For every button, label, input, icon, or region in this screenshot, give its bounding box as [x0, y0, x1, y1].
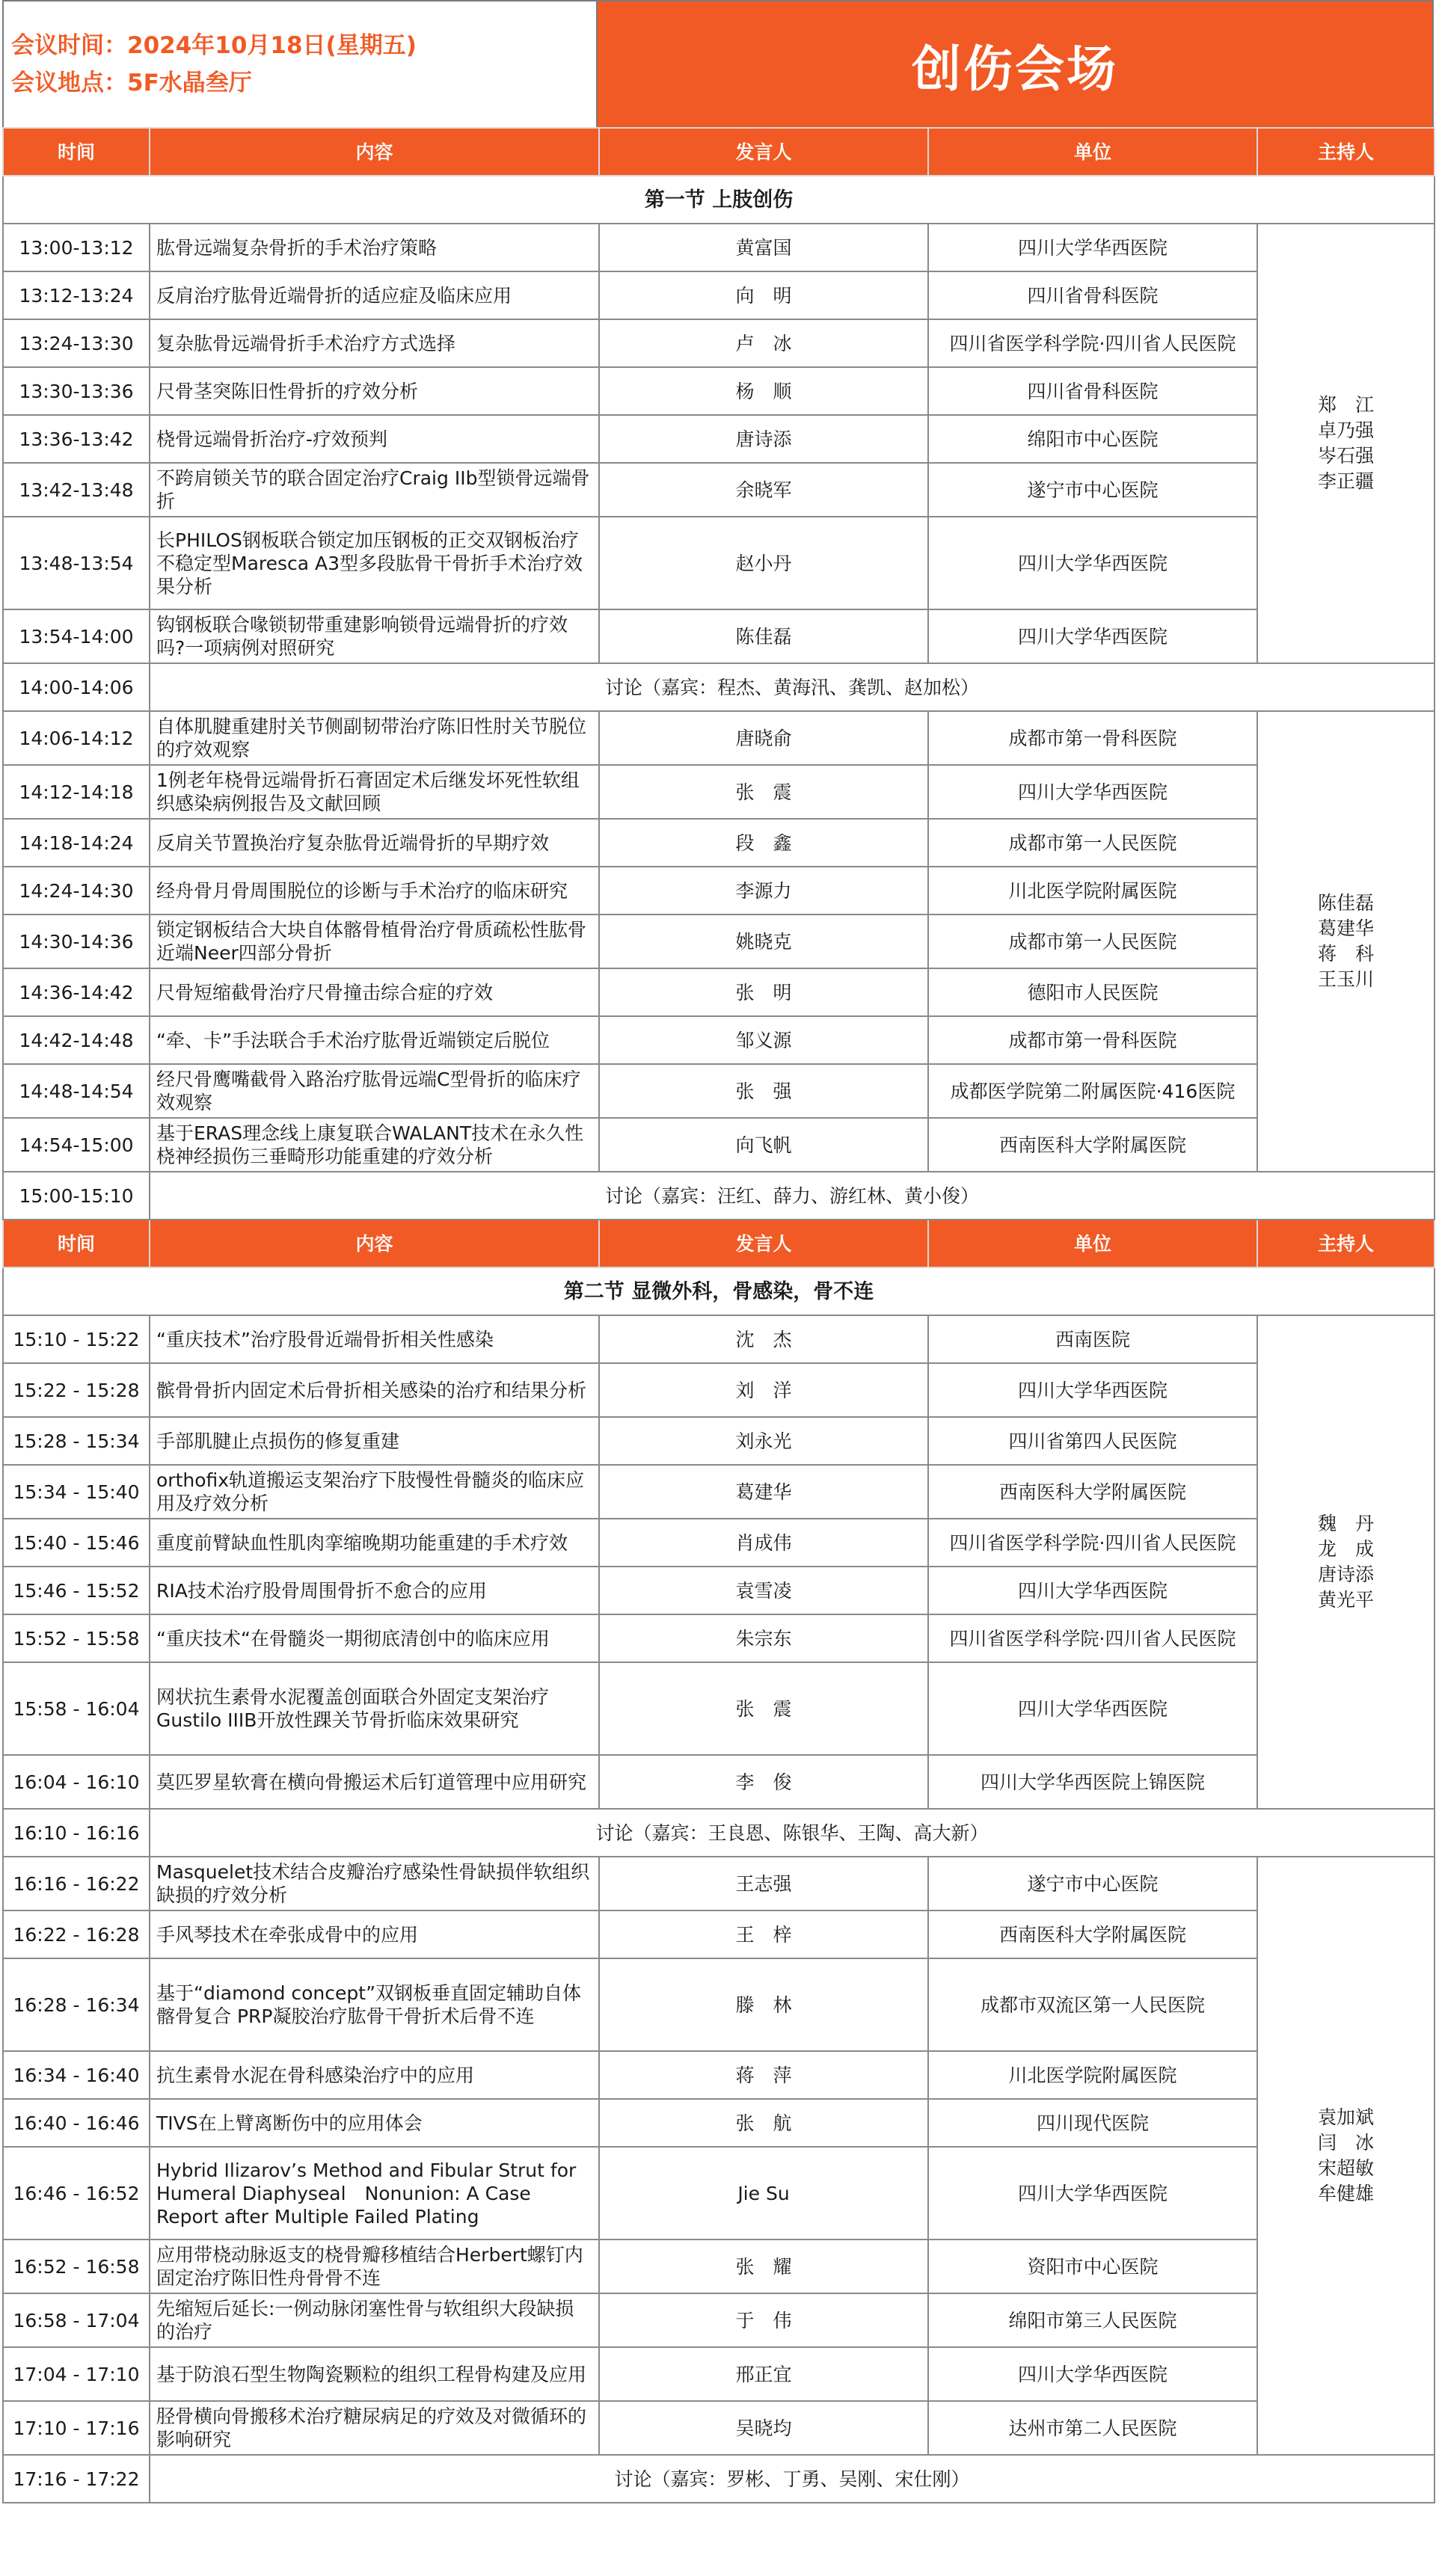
talk-time: 13:30-13:36: [3, 367, 150, 415]
talk-title: 锁定钢板结合大块自体髂骨植骨治疗骨质疏松性肱骨近端Neer四部分骨折: [150, 914, 599, 968]
talk-time: 15:28 - 15:34: [3, 1417, 150, 1465]
venue-title: 创伤会场: [598, 1, 1432, 127]
talk-row: [3, 1064, 1435, 1118]
column-header-content: 内容: [150, 128, 599, 176]
talk-row: [3, 2347, 1435, 2401]
talk-row: [3, 271, 1435, 319]
host-name: 黄光平: [1317, 1589, 1374, 1611]
talk-unit: 四川大学华西医院上锦医院: [928, 1755, 1257, 1809]
talk-row: [3, 819, 1435, 867]
talk-speaker: 朱宗东: [599, 1614, 928, 1662]
talk-unit: 西南医科大学附属医院: [928, 1465, 1257, 1519]
section-title-row: [3, 176, 1435, 224]
talk-time: 16:34 - 16:40: [3, 2051, 150, 2099]
talk-title: 先缩短后延长:一例动脉闭塞性骨与软组织大段缺损的治疗: [150, 2293, 599, 2347]
talk-time: 16:16 - 16:22: [3, 1857, 150, 1911]
talk-speaker: 滕 林: [599, 1958, 928, 2051]
discussion-text: 讨论（嘉宾：汪红、薛力、游红林、黄小俊）: [150, 1172, 1435, 1220]
talk-speaker: 赵小丹: [599, 517, 928, 609]
talk-time: 15:46 - 15:52: [3, 1567, 150, 1614]
talk-title: 网状抗生素骨水泥覆盖创面联合外固定支架治疗Gustilo IIIB开放性踝关节骨折临床效果研究: [150, 1662, 599, 1755]
talk-row: [3, 367, 1435, 415]
host-name: 唐诗添: [1317, 1564, 1374, 1585]
talk-row: [3, 1016, 1435, 1064]
agenda-page: [2, 0, 1434, 2572]
column-header-unit: 单位: [928, 128, 1257, 176]
talk-title: 反肩关节置换治疗复杂肱骨近端骨折的早期疗效: [150, 819, 599, 867]
host-name: 陈佳磊: [1317, 892, 1374, 914]
talk-speaker: 吴晓均: [599, 2401, 928, 2455]
talk-row: [3, 1519, 1435, 1567]
talk-time: 14:18-14:24: [3, 819, 150, 867]
talk-speaker: 向 明: [599, 271, 928, 319]
talk-title: 经尺骨鹰嘴截骨入路治疗肱骨远端C型骨折的临床疗效观察: [150, 1064, 599, 1118]
schedule-table: [2, 127, 1435, 2503]
host-name: 袁加斌: [1317, 2106, 1374, 2128]
talk-unit: 四川大学华西医院: [928, 1363, 1257, 1417]
talk-row: [3, 2099, 1435, 2147]
talk-row: [3, 319, 1435, 367]
talk-speaker: 王 梓: [599, 1911, 928, 1958]
talk-speaker: 沈 杰: [599, 1315, 928, 1363]
talk-title: 长PHILOS钢板联合锁定加压钢板的正交双钢板治疗不稳定型Maresca A3型多段肱骨干骨折手术治疗效果分析: [150, 517, 599, 609]
talk-time: 14:42-14:48: [3, 1016, 150, 1064]
talk-unit: 成都市第一骨科医院: [928, 711, 1257, 765]
talk-row: [3, 914, 1435, 968]
talk-unit: 川北医学院附属医院: [928, 867, 1257, 914]
talk-speaker: 张 震: [599, 765, 928, 819]
talk-time: 15:10 - 15:22: [3, 1315, 150, 1363]
talk-unit: 四川省骨科医院: [928, 367, 1257, 415]
talk-row: [3, 968, 1435, 1016]
talk-row: [3, 609, 1435, 663]
talk-speaker: 唐诗添: [599, 415, 928, 463]
talk-row: [3, 415, 1435, 463]
talk-unit: 四川省医学科学院·四川省人民医院: [928, 319, 1257, 367]
talk-title: 1例老年桡骨远端骨折石膏固定术后继发坏死性软组织感染病例报告及文献回顾: [150, 765, 599, 819]
talk-time: 16:28 - 16:34: [3, 1958, 150, 2051]
talk-unit: 四川大学华西医院: [928, 1662, 1257, 1755]
talk-time: 14:36-14:42: [3, 968, 150, 1016]
talk-speaker: 向飞帆: [599, 1118, 928, 1172]
section-title: 第二节 显微外科，骨感染，骨不连: [3, 1267, 1435, 1315]
schedule-body: [3, 128, 1435, 2503]
meeting-time: 会议时间：2024年10月18日(星期五): [11, 32, 417, 59]
column-header-row: [3, 1220, 1435, 1267]
talk-speaker: Jie Su: [599, 2147, 928, 2240]
talk-row: [3, 1315, 1435, 1363]
talk-row: [3, 1465, 1435, 1519]
talk-title: “牵、卡”手法联合手术治疗肱骨近端锁定后脱位: [150, 1016, 599, 1064]
talk-row: [3, 2051, 1435, 2099]
column-header-speaker: 发言人: [599, 128, 928, 176]
talk-title: Hybrid Ilizarov’s Method and Fibular Strut for Humeral Diaphyseal Nonunion: A Case Report after Multiple Failed Plating: [150, 2147, 599, 2240]
talk-time: 13:36-13:42: [3, 415, 150, 463]
talk-time: 16:52 - 16:58: [3, 2240, 150, 2293]
talk-speaker: 段 鑫: [599, 819, 928, 867]
talk-speaker: 邢正宜: [599, 2347, 928, 2401]
host-cell: [1257, 711, 1435, 1172]
talk-speaker: 邹义源: [599, 1016, 928, 1064]
talk-time: 17:04 - 17:10: [3, 2347, 150, 2401]
column-header-row: [3, 128, 1435, 176]
talk-unit: 成都医学院第二附属医院·416医院: [928, 1064, 1257, 1118]
talk-unit: 四川大学华西医院: [928, 2147, 1257, 2240]
discussion-row: [3, 1809, 1435, 1857]
talk-row: [3, 1755, 1435, 1809]
talk-row: [3, 1417, 1435, 1465]
talk-unit: 成都市第一人民医院: [928, 914, 1257, 968]
talk-row: [3, 463, 1435, 517]
column-header-unit: 单位: [928, 1220, 1257, 1267]
talk-speaker: 张 航: [599, 2099, 928, 2147]
talk-row: [3, 765, 1435, 819]
talk-row: [3, 1614, 1435, 1662]
talk-time: 16:58 - 17:04: [3, 2293, 150, 2347]
talk-title: 基于防浪石型生物陶瓷颗粒的组织工程骨构建及应用: [150, 2347, 599, 2401]
talk-time: 17:10 - 17:16: [3, 2401, 150, 2455]
talk-title: 手风琴技术在牵张成骨中的应用: [150, 1911, 599, 1958]
talk-time: 14:24-14:30: [3, 867, 150, 914]
talk-time: 16:22 - 16:28: [3, 1911, 150, 1958]
column-header-host: 主持人: [1257, 128, 1435, 176]
talk-title: 自体肌腱重建肘关节侧副韧带治疗陈旧性肘关节脱位的疗效观察: [150, 711, 599, 765]
column-header-speaker: 发言人: [599, 1220, 928, 1267]
talk-time: 14:06-14:12: [3, 711, 150, 765]
talk-title: 桡骨远端骨折治疗-疗效预判: [150, 415, 599, 463]
talk-time: 13:24-13:30: [3, 319, 150, 367]
talk-speaker: 袁雪凌: [599, 1567, 928, 1614]
talk-unit: 四川省医学科学院·四川省人民医院: [928, 1614, 1257, 1662]
column-header-host: 主持人: [1257, 1220, 1435, 1267]
talk-unit: 西南医院: [928, 1315, 1257, 1363]
discussion-text: 讨论（嘉宾：程杰、黄海汛、龚凯、赵加松）: [150, 663, 1435, 711]
discussion-text: 讨论（嘉宾：王良恩、陈银华、王陶、高大新）: [150, 1809, 1435, 1857]
host-name: 宋超敏: [1317, 2157, 1374, 2179]
talk-unit: 绵阳市中心医院: [928, 415, 1257, 463]
talk-speaker: 蒋 萍: [599, 2051, 928, 2099]
talk-title: 髌骨骨折内固定术后骨折相关感染的治疗和结果分析: [150, 1363, 599, 1417]
talk-unit: 成都市第一骨科医院: [928, 1016, 1257, 1064]
talk-title: Masquelet技术结合皮瓣治疗感染性骨缺损伴软组织缺损的疗效分析: [150, 1857, 599, 1911]
talk-row: [3, 867, 1435, 914]
discussion-time: 14:00-14:06: [3, 663, 150, 711]
host-name: 郑 江: [1317, 394, 1374, 416]
host-name: 王玉川: [1317, 968, 1374, 990]
talk-row: [3, 517, 1435, 609]
talk-time: 15:52 - 15:58: [3, 1614, 150, 1662]
talk-speaker: 于 伟: [599, 2293, 928, 2347]
meeting-info: [4, 1, 598, 127]
talk-speaker: 唐晓俞: [599, 711, 928, 765]
talk-title: 莫匹罗星软膏在横向骨搬运术后钉道管理中应用研究: [150, 1755, 599, 1809]
section-title: 第一节 上肢创伤: [3, 176, 1435, 224]
talk-row: [3, 1363, 1435, 1417]
talk-title: orthofix轨道搬运支架治疗下肢慢性骨髓炎的临床应用及疗效分析: [150, 1465, 599, 1519]
talk-speaker: 肖成伟: [599, 1519, 928, 1567]
talk-time: 15:22 - 15:28: [3, 1363, 150, 1417]
host-name: 蒋 科: [1317, 943, 1374, 965]
talk-time: 13:00-13:12: [3, 224, 150, 271]
talk-speaker: 余晓军: [599, 463, 928, 517]
talk-title: RIA技术治疗股骨周围骨折不愈合的应用: [150, 1567, 599, 1614]
discussion-row: [3, 1172, 1435, 1220]
talk-unit: 绵阳市第三人民医院: [928, 2293, 1257, 2347]
talk-time: 15:34 - 15:40: [3, 1465, 150, 1519]
host-name: 魏 丹: [1317, 1513, 1374, 1534]
talk-speaker: 葛建华: [599, 1465, 928, 1519]
talk-title: 胫骨横向骨搬移术治疗糖尿病足的疗效及对微循环的影响研究: [150, 2401, 599, 2455]
discussion-time: 16:10 - 16:16: [3, 1809, 150, 1857]
talk-unit: 遂宁市中心医院: [928, 463, 1257, 517]
talk-title: 基于“diamond concept”双钢板垂直固定辅助自体髂骨复合 PRP凝胶治疗肱骨干骨折术后骨不连: [150, 1958, 599, 2051]
talk-row: [3, 711, 1435, 765]
talk-row: [3, 2293, 1435, 2347]
host-name: 牟健雄: [1317, 2183, 1374, 2204]
talk-unit: 四川大学华西医院: [928, 2347, 1257, 2401]
talk-title: 手部肌腱止点损伤的修复重建: [150, 1417, 599, 1465]
talk-speaker: 李 俊: [599, 1755, 928, 1809]
talk-speaker: 姚晓克: [599, 914, 928, 968]
talk-speaker: 卢 冰: [599, 319, 928, 367]
talk-unit: 四川省医学科学院·四川省人民医院: [928, 1519, 1257, 1567]
talk-title: 尺骨短缩截骨治疗尺骨撞击综合症的疗效: [150, 968, 599, 1016]
talk-unit: 四川大学华西医院: [928, 1567, 1257, 1614]
host-cell: [1257, 1315, 1435, 1809]
agenda-header: [2, 0, 1434, 127]
talk-unit: 遂宁市中心医院: [928, 1857, 1257, 1911]
talk-speaker: 王志强: [599, 1857, 928, 1911]
talk-time: 13:54-14:00: [3, 609, 150, 663]
talk-row: [3, 1958, 1435, 2051]
talk-title: “重庆技术“在骨髓炎一期彻底清创中的临床应用: [150, 1614, 599, 1662]
talk-time: 15:40 - 15:46: [3, 1519, 150, 1567]
talk-speaker: 刘永光: [599, 1417, 928, 1465]
talk-unit: 西南医科大学附属医院: [928, 1911, 1257, 1958]
talk-title: 肱骨远端复杂骨折的手术治疗策略: [150, 224, 599, 271]
discussion-text: 讨论（嘉宾：罗彬、丁勇、吴刚、宋仕刚）: [150, 2455, 1435, 2503]
discussion-time: 15:00-15:10: [3, 1172, 150, 1220]
talk-title: 尺骨茎突陈旧性骨折的疗效分析: [150, 367, 599, 415]
meeting-place: 会议地点：5F水晶叁厅: [11, 70, 252, 96]
talk-unit: 资阳市中心医院: [928, 2240, 1257, 2293]
talk-unit: 四川大学华西医院: [928, 609, 1257, 663]
talk-time: 14:54-15:00: [3, 1118, 150, 1172]
host-cell: [1257, 1857, 1435, 2455]
talk-speaker: 陈佳磊: [599, 609, 928, 663]
talk-title: 钩钢板联合喙锁韧带重建影响锁骨远端骨折的疗效吗?一项病例对照研究: [150, 609, 599, 663]
talk-unit: 德阳市人民医院: [928, 968, 1257, 1016]
talk-unit: 四川大学华西医院: [928, 765, 1257, 819]
talk-title: 复杂肱骨远端骨折手术治疗方式选择: [150, 319, 599, 367]
talk-speaker: 刘 洋: [599, 1363, 928, 1417]
talk-speaker: 张 强: [599, 1064, 928, 1118]
host-cell: [1257, 224, 1435, 663]
talk-time: 16:40 - 16:46: [3, 2099, 150, 2147]
talk-title: “重庆技术”治疗股骨近端骨折相关性感染: [150, 1315, 599, 1363]
talk-title: 重度前臂缺血性肌肉挛缩晚期功能重建的手术疗效: [150, 1519, 599, 1567]
talk-unit: 四川现代医院: [928, 2099, 1257, 2147]
talk-row: [3, 1567, 1435, 1614]
host-name: 闫 冰: [1317, 2132, 1374, 2154]
talk-row: [3, 2401, 1435, 2455]
host-name: 岑石强: [1317, 445, 1374, 467]
host-name: 龙 成: [1317, 1538, 1374, 1560]
talk-time: 13:42-13:48: [3, 463, 150, 517]
talk-time: 15:58 - 16:04: [3, 1662, 150, 1755]
host-name: 李正疆: [1317, 470, 1374, 492]
talk-unit: 川北医学院附属医院: [928, 2051, 1257, 2099]
talk-time: 14:30-14:36: [3, 914, 150, 968]
talk-row: [3, 2147, 1435, 2240]
talk-title: 不跨肩锁关节的联合固定治疗Craig IIb型锁骨远端骨折: [150, 463, 599, 517]
talk-unit: 成都市双流区第一人民医院: [928, 1958, 1257, 2051]
talk-row: [3, 1857, 1435, 1911]
host-name: 卓乃强: [1317, 419, 1374, 441]
section-title-row: [3, 1267, 1435, 1315]
talk-unit: 四川省第四人民医院: [928, 1417, 1257, 1465]
talk-title: 反肩治疗肱骨近端骨折的适应症及临床应用: [150, 271, 599, 319]
discussion-row: [3, 663, 1435, 711]
host-name: 葛建华: [1317, 917, 1374, 939]
talk-speaker: 张 耀: [599, 2240, 928, 2293]
talk-speaker: 杨 顺: [599, 367, 928, 415]
talk-speaker: 李源力: [599, 867, 928, 914]
talk-speaker: 黄富国: [599, 224, 928, 271]
talk-time: 13:48-13:54: [3, 517, 150, 609]
talk-title: 抗生素骨水泥在骨科感染治疗中的应用: [150, 2051, 599, 2099]
talk-time: 16:46 - 16:52: [3, 2147, 150, 2240]
talk-time: 16:04 - 16:10: [3, 1755, 150, 1809]
discussion-time: 17:16 - 17:22: [3, 2455, 150, 2503]
talk-time: 14:48-14:54: [3, 1064, 150, 1118]
column-header-content: 内容: [150, 1220, 599, 1267]
talk-unit: 达州市第二人民医院: [928, 2401, 1257, 2455]
talk-row: [3, 224, 1435, 271]
talk-time: 14:12-14:18: [3, 765, 150, 819]
talk-unit: 四川省骨科医院: [928, 271, 1257, 319]
discussion-row: [3, 2455, 1435, 2503]
talk-unit: 西南医科大学附属医院: [928, 1118, 1257, 1172]
talk-row: [3, 1911, 1435, 1958]
talk-title: 经舟骨月骨周围脱位的诊断与手术治疗的临床研究: [150, 867, 599, 914]
talk-unit: 四川大学华西医院: [928, 517, 1257, 609]
talk-time: 13:12-13:24: [3, 271, 150, 319]
talk-row: [3, 1118, 1435, 1172]
talk-unit: 成都市第一人民医院: [928, 819, 1257, 867]
talk-title: TIVS在上臂离断伤中的应用体会: [150, 2099, 599, 2147]
talk-speaker: 张 明: [599, 968, 928, 1016]
column-header-time: 时间: [3, 128, 150, 176]
column-header-time: 时间: [3, 1220, 150, 1267]
talk-unit: 四川大学华西医院: [928, 224, 1257, 271]
talk-speaker: 张 震: [599, 1662, 928, 1755]
talk-title: 应用带桡动脉返支的桡骨瓣移植结合Herbert螺钉内固定治疗陈旧性舟骨骨不连: [150, 2240, 599, 2293]
talk-row: [3, 1662, 1435, 1755]
talk-row: [3, 2240, 1435, 2293]
talk-title: 基于ERAS理念线上康复联合WALANT技术在永久性桡神经损伤三垂畸形功能重建的疗效分析: [150, 1118, 599, 1172]
